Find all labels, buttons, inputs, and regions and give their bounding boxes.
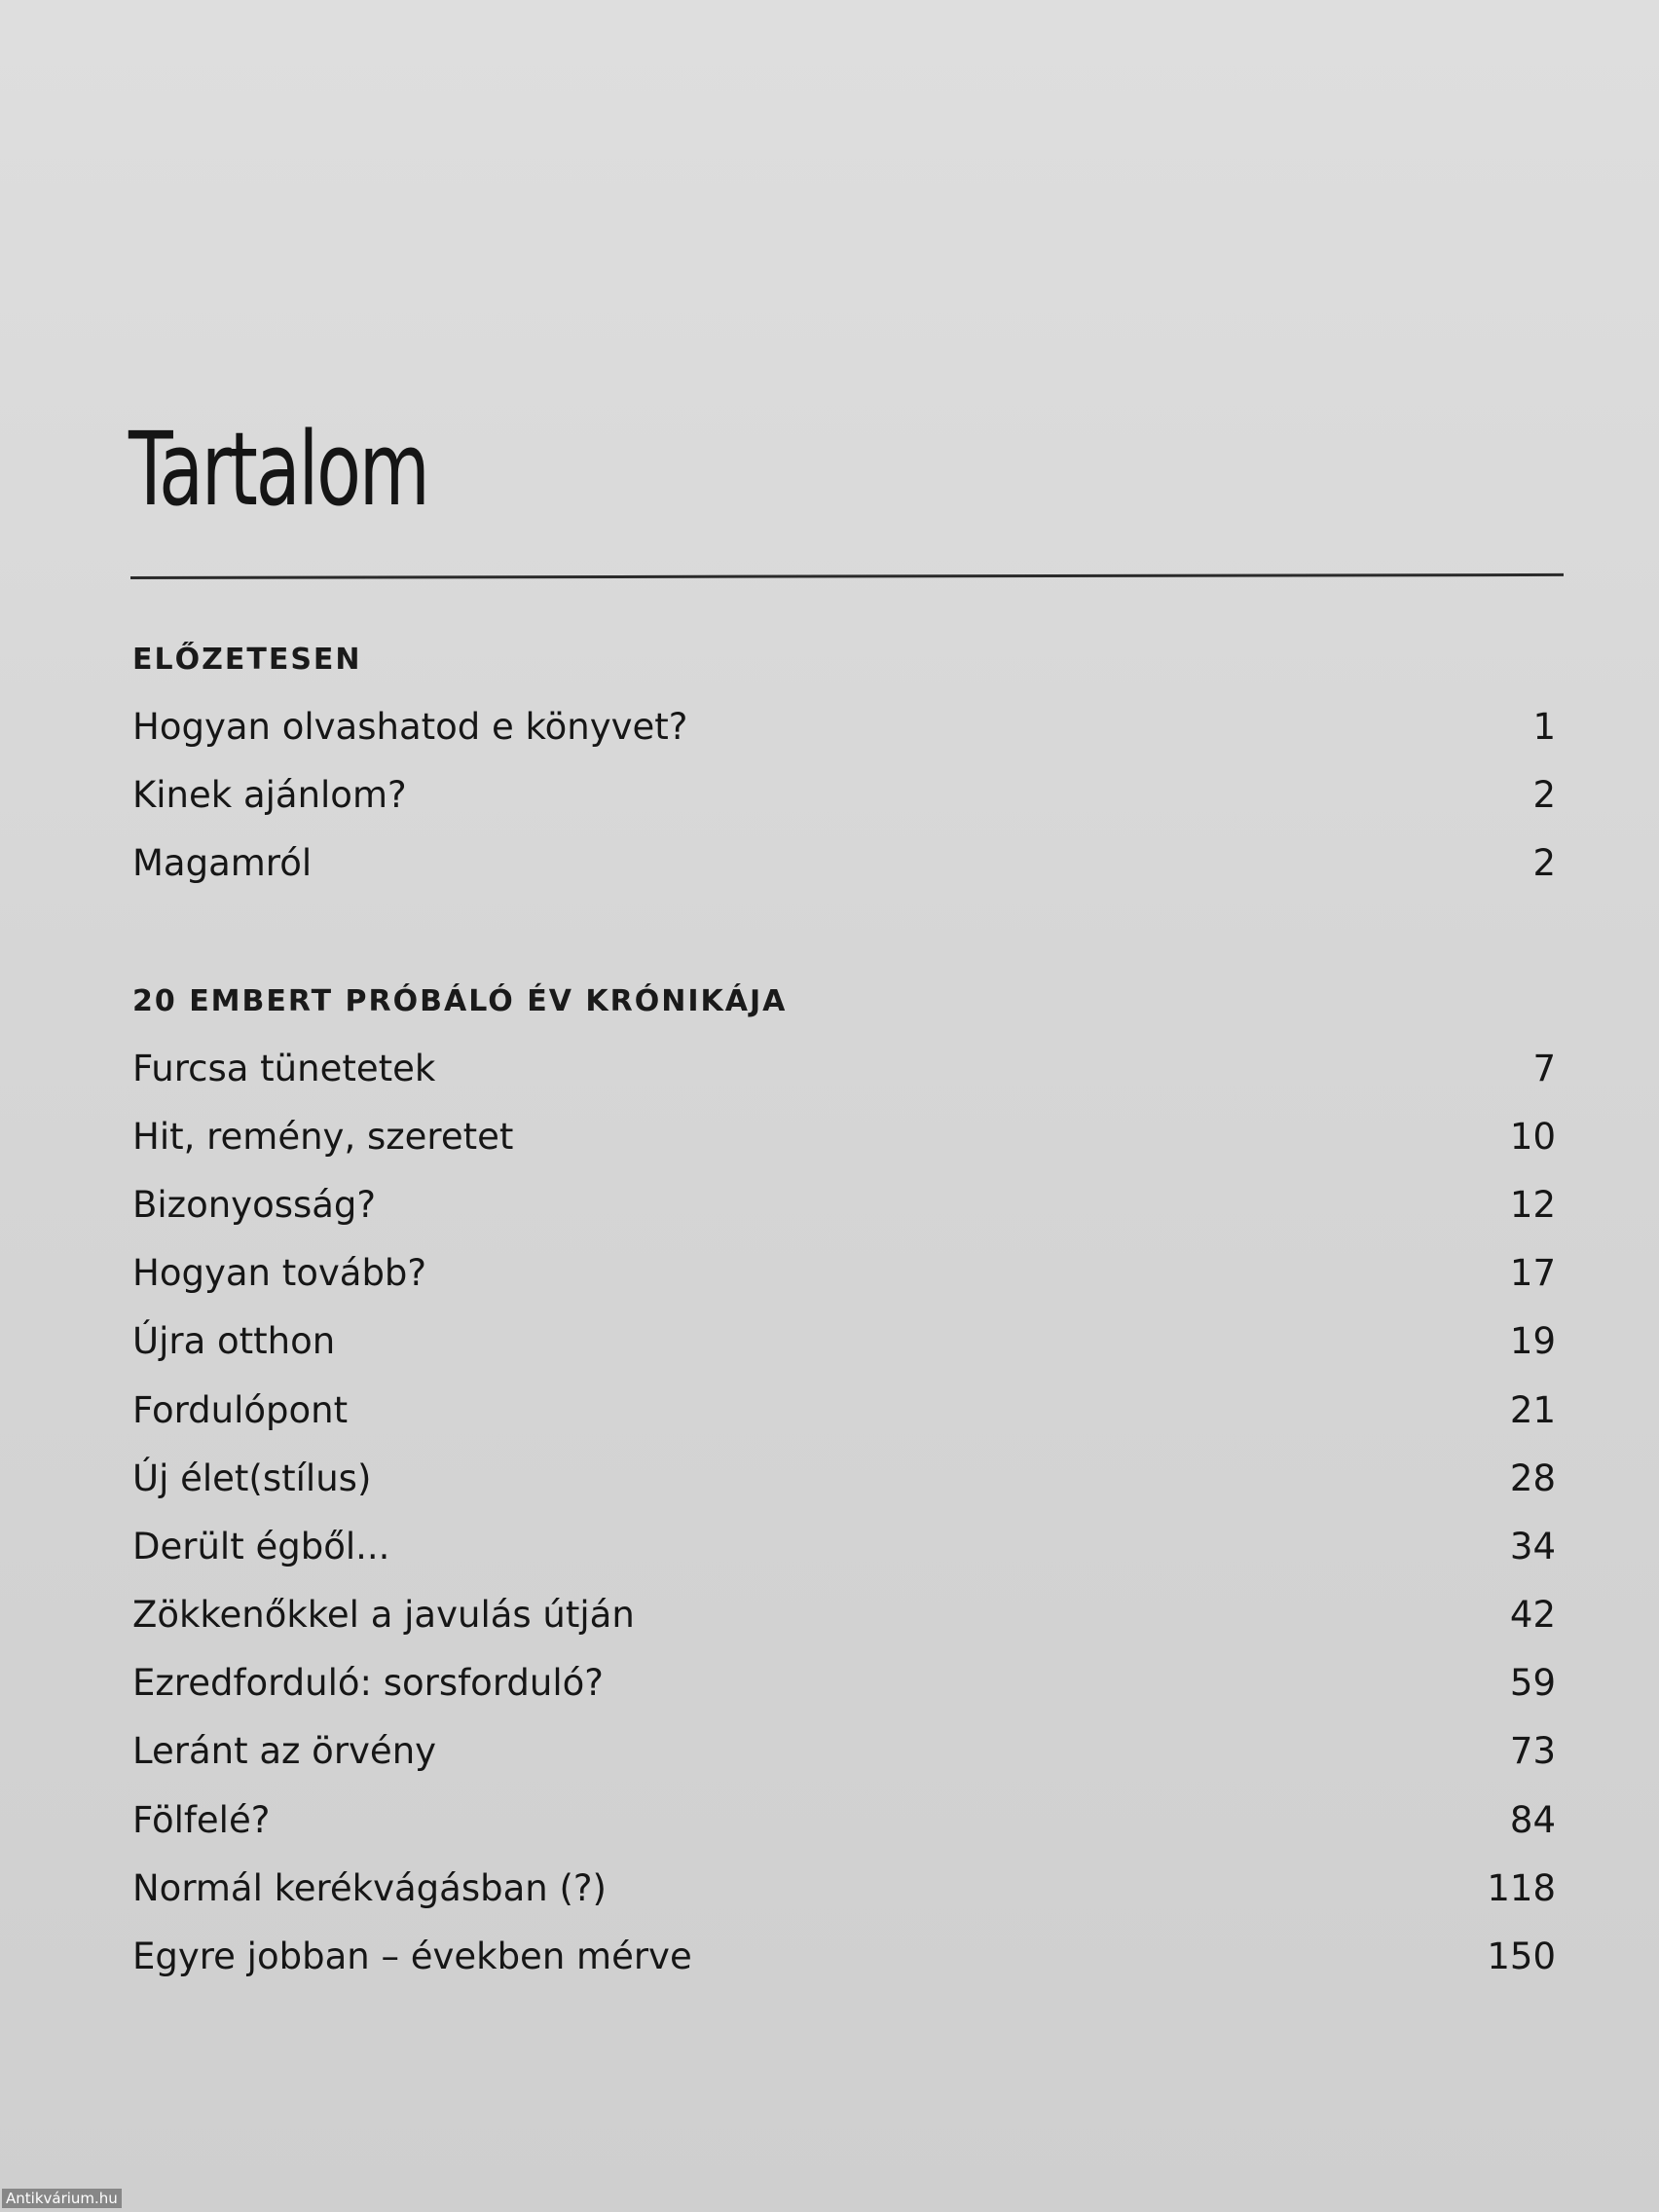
entry-title: Kinek ajánlom? — [132, 774, 407, 817]
toc-section — [132, 977, 1562, 1992]
entry-page-number: 150 — [1487, 1936, 1556, 1977]
toc-entry — [132, 830, 1562, 898]
toc-entry — [132, 1855, 1562, 1923]
entry-title: Egyre jobban – években mérve — [132, 1936, 692, 1977]
entry-page-number: 1 — [1532, 706, 1556, 748]
entry-page-number: 2 — [1532, 842, 1556, 885]
toc-entry — [132, 693, 1562, 761]
toc-entry — [132, 761, 1562, 830]
entry-page-number: 59 — [1509, 1662, 1556, 1705]
entry-page-number: 2 — [1532, 774, 1556, 817]
entry-page-number: 10 — [1509, 1115, 1556, 1158]
entry-page-number: 42 — [1509, 1594, 1556, 1637]
entry-title: Hit, remény, szeretet — [132, 1115, 514, 1158]
entry-title: Normál kerékvágásban (?) — [132, 1866, 607, 1909]
entry-title: Ezredforduló: sorsforduló? — [132, 1662, 604, 1705]
page-title: Tartalom — [129, 410, 428, 529]
entry-page-number: 118 — [1487, 1866, 1556, 1909]
entry-page-number: 7 — [1532, 1047, 1556, 1089]
toc-entry — [132, 1787, 1562, 1855]
toc-entry — [132, 1239, 1562, 1308]
toc-entry — [132, 1717, 1562, 1786]
entry-page-number: 12 — [1509, 1183, 1556, 1226]
entry-title: Hogyan olvashatod e könyvet? — [132, 706, 688, 748]
toc-entry — [132, 1649, 1562, 1717]
entry-page-number: 17 — [1509, 1252, 1556, 1295]
entry-title: Bizonyosság? — [132, 1183, 377, 1226]
entry-title: Zökkenőkkel a javulás útján — [132, 1594, 635, 1637]
table-of-contents — [132, 635, 1562, 2069]
entry-title: Leránt az örvény — [132, 1730, 437, 1773]
title-divider — [130, 573, 1564, 579]
toc-entry — [132, 1445, 1562, 1513]
entry-title: Új élet(stílus) — [132, 1456, 372, 1499]
toc-entry — [132, 1308, 1562, 1376]
site-watermark: Antikvárium.hu — [2, 2189, 122, 2208]
entry-page-number: 21 — [1509, 1388, 1556, 1431]
toc-entry — [132, 1171, 1562, 1239]
entry-page-number: 84 — [1509, 1798, 1556, 1841]
entry-title: Magamról — [132, 842, 313, 885]
section-heading: 20 EMBERT PRÓBÁLÓ ÉV KRÓNIKÁJA — [132, 983, 788, 1018]
toc-entry — [132, 1923, 1562, 1991]
toc-entry — [132, 1513, 1562, 1581]
section-heading: ELŐZETESEN — [132, 643, 362, 677]
entry-title: Fordulópont — [132, 1388, 349, 1431]
entry-title: Furcsa tünetetek — [132, 1047, 436, 1089]
entry-page-number: 28 — [1509, 1456, 1556, 1499]
toc-entry — [132, 1377, 1562, 1445]
entry-page-number: 19 — [1509, 1320, 1556, 1363]
toc-entry — [132, 1035, 1562, 1103]
toc-entry — [132, 1103, 1562, 1171]
entry-page-number: 73 — [1509, 1730, 1556, 1773]
entry-page-number: 34 — [1509, 1525, 1556, 1567]
entry-title: Hogyan tovább? — [132, 1252, 427, 1295]
entry-title: Derült égből... — [132, 1525, 390, 1567]
toc-section — [132, 635, 1562, 899]
entry-title: Fölfelé? — [132, 1798, 271, 1841]
entry-title: Újra otthon — [132, 1320, 336, 1363]
toc-entry — [132, 1581, 1562, 1649]
